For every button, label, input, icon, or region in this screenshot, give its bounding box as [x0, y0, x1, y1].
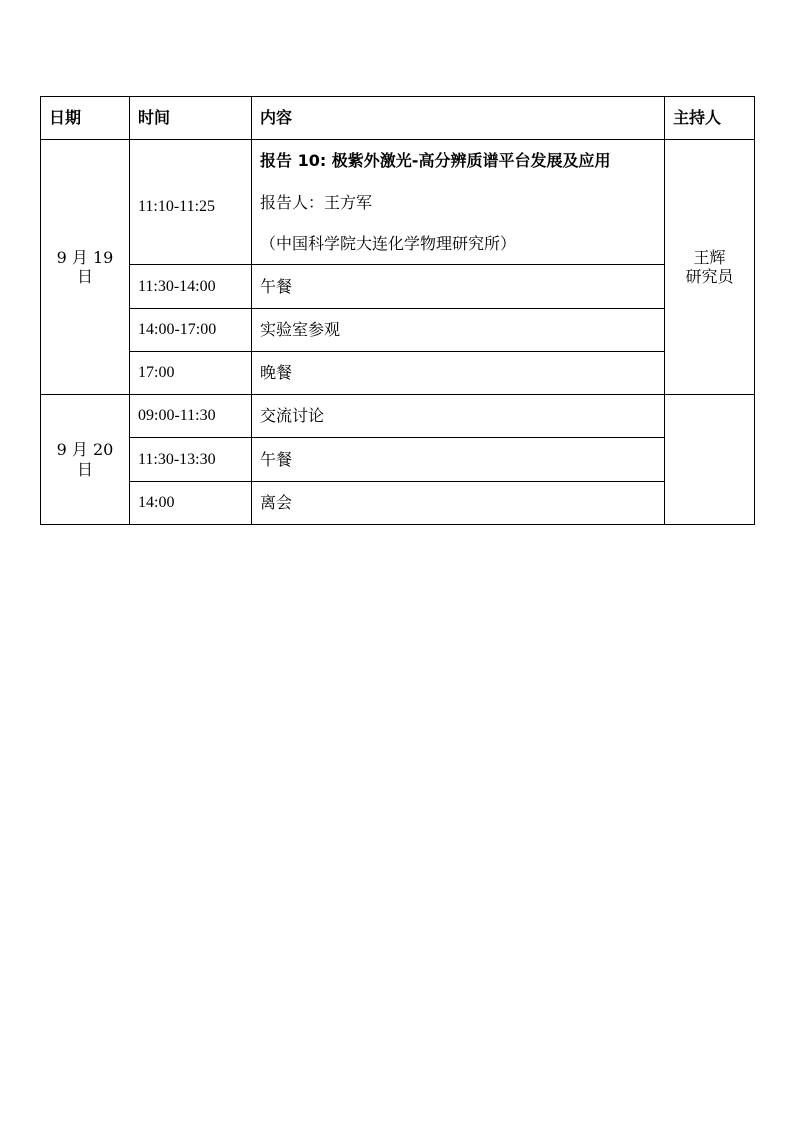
report-title: 报告 10: 极紫外激光-高分辨质谱平台发展及应用 [260, 151, 611, 170]
schedule-table [40, 96, 755, 525]
content-cell: 实验室参观 [252, 309, 665, 352]
header-host: 主持人 [665, 97, 755, 140]
table-row [41, 140, 755, 265]
time-text: 11:10-11:25 [138, 198, 216, 216]
table-row [41, 352, 755, 395]
content-cell: 离会 [252, 482, 665, 525]
date-cell-day1: 9 月 19 日 [41, 140, 130, 395]
time-cell [130, 140, 252, 265]
host-title: 研究员 [685, 267, 734, 286]
header-time: 时间 [130, 97, 252, 140]
report-affiliation: （中国科学院大连化学物理研究所） [260, 234, 517, 253]
host-cell-day1 [665, 140, 755, 395]
host-cell-day2 [665, 395, 755, 525]
time-cell: 14:00 [130, 482, 252, 525]
time-cell: 11:30-14:00 [130, 265, 252, 309]
header-date: 日期 [41, 97, 130, 140]
table-row [41, 309, 755, 352]
time-cell: 11:30-13:30 [130, 438, 252, 482]
time-cell: 14:00-17:00 [130, 309, 252, 352]
header-row [41, 97, 755, 140]
time-cell: 09:00-11:30 [130, 395, 252, 438]
table-row [41, 265, 755, 309]
table-row [41, 395, 755, 438]
content-cell: 午餐 [252, 438, 665, 482]
report-speaker: 报告人：王方军 [260, 193, 373, 212]
table-row [41, 438, 755, 482]
content-cell: 午餐 [252, 265, 665, 309]
date-cell-day2: 9 月 20 日 [41, 395, 130, 525]
host-name: 王辉 [693, 247, 726, 267]
time-cell: 17:00 [130, 352, 252, 395]
table-row [41, 482, 755, 525]
content-cell: 交流讨论 [252, 395, 665, 438]
header-content: 内容 [252, 97, 665, 140]
content-cell: 晚餐 [252, 352, 665, 395]
report-cell [252, 140, 665, 265]
